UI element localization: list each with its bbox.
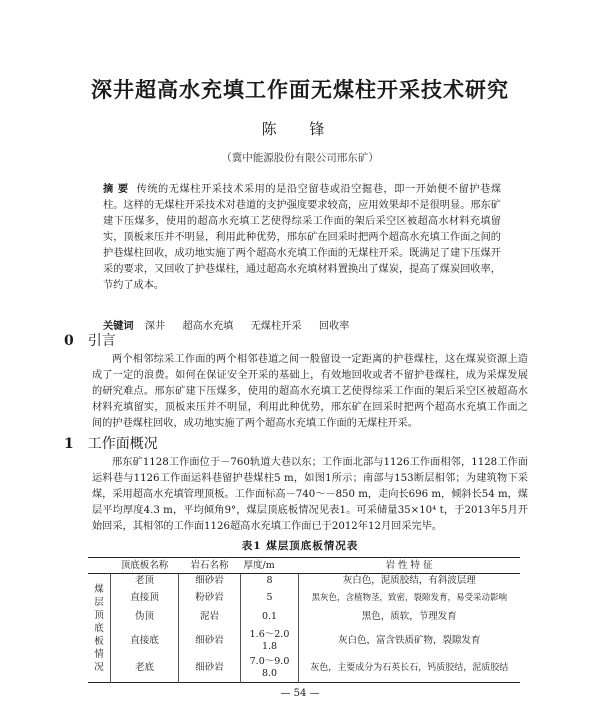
table-cell: 1.6～2.0 1.8: [241, 627, 299, 655]
table-cell: 灰白色，泥质胶结，有斜波层理: [299, 574, 520, 589]
table-cell: 直接顶: [130, 592, 159, 603]
section-heading-intro: [64, 330, 116, 350]
table-cell: 黑色，质软，节理发育: [299, 608, 520, 627]
page-number: — 54 —: [280, 688, 320, 699]
abstract-text: 传统的无煤柱开采技术采用的是沿空留巷或沿空掘巷，即一开始便不留护巷煤柱。这样的无煤柱开采技术对巷道的支护强度要求较高，应用效果却不是很明显。邢东矿建下压煤多，使用的超高水充填工艺使得综采工作面的架后采空区被超高水材料充填留实，顶板来压并不明显，利用此种优势，邢东矿在回采时把两个超高水充填工作面之间的护巷煤柱回收，成功地实施了两个超高水充填工作面的无煤柱开采。既满足了建下压煤开采的要求，又回收了护巷煤柱，通过超高水充填材料置换出了煤炭，提高了煤炭回收率，节约了成本。: [103, 184, 502, 291]
section-number: 0: [64, 333, 74, 349]
strata-table: [88, 557, 520, 683]
table-cell: 老底: [134, 662, 154, 674]
keyword: 回收率: [318, 321, 350, 332]
table-cell: 0.1: [241, 608, 299, 627]
section-title: 工作面概况: [87, 436, 158, 452]
table-cell: 8: [241, 574, 299, 589]
table-cell: 老顶: [134, 575, 154, 587]
table-cell: 细砂岩: [179, 655, 241, 683]
affiliation: （冀中能源股份有限公司邢东矿）: [221, 152, 379, 164]
table-row: [88, 655, 520, 683]
table-cell: 细砂岩: [179, 627, 241, 655]
table-header: 岩石名称: [179, 558, 241, 574]
section-body-intro: 两个相邻综采工作面的两个相邻巷道之间一般留设一定距离的护巷煤柱，这在煤炭资源上造成了一定的浪费。如何在保证安全开采的基础上，有效地回收或者不留护巷煤柱，成为采煤发展的研究难点。邢东矿建下压煤多，使用的超高水充填工艺使得综采工作面的架后采空区被超高水材料充填留实，顶板来压并不明显，利用此种优势，邢东矿在回采时把两个超高水充填工作面之间的护巷煤柱回收，成功地实施了两个超高水充填工作面的无煤柱开采。: [92, 354, 528, 429]
table-cell: 7.0～9.0 8.0: [241, 655, 299, 683]
section-title: 引言: [87, 333, 116, 349]
table-header: 岩 性 特 征: [299, 558, 520, 574]
table-group-label: 煤层顶底板情况: [88, 574, 111, 683]
author-name: 陈 锋: [261, 120, 339, 138]
table-cell: 灰白色，富含铁质矿物，裂隙发育: [299, 627, 520, 655]
table-row: [88, 589, 520, 608]
table-cell: 泥岩: [179, 608, 241, 627]
abstract: [103, 181, 501, 294]
table-cell: 黑灰色，含植物茎，致密，裂隙发育，易受采动影响: [299, 589, 520, 608]
table-header: 顶底板名称: [111, 558, 179, 574]
keyword: 超高水充填: [182, 321, 234, 332]
table-header-row: [88, 558, 520, 574]
paper-title: 深井超高水充填工作面无煤柱开采技术研究: [91, 77, 509, 102]
section-heading-overview: [64, 433, 158, 453]
table-row: [88, 627, 520, 655]
keywords-label: 关键词: [103, 320, 134, 332]
keyword: 无煤柱开采: [250, 321, 302, 332]
table-header: 厚度/m: [241, 558, 299, 574]
table-cell: 灰色，主要成分为石英长石，钙质胶结，泥质胶结: [299, 655, 520, 683]
table-cell: 5: [241, 589, 299, 608]
keyword: 深井: [144, 321, 166, 332]
section-number: 1: [64, 436, 74, 452]
table-row: [88, 574, 520, 589]
table-caption: 表1 煤层顶底板情况表: [241, 540, 359, 552]
table-cell: 伪顶: [134, 611, 154, 622]
keywords-line: [103, 317, 363, 332]
table-cell: 粉砂岩: [179, 589, 241, 608]
table-cell: 细砂岩: [179, 574, 241, 589]
section-body-overview: 邢东矿1128工作面位于－760轨道大巷以东；工作面北部与1126工作面相邻，1128工作面运料巷与1126工作面运料巷留护巷煤柱5 m，如图1所示；南部与153断层相邻；为建筑物下采煤，采用超高水充填管理顶板。工作面标高－740～－850 m，走向长696 m，倾斜长54 m，煤层平均厚度4.3 m，平均倾角9°，煤层顶底板情况见表1。可采储量35×10⁴ t，于2013年5月开始回采，其相邻的工作面1126超高水充填工作面已于2012年12月回采完毕。: [92, 457, 528, 532]
abstract-label: 摘 要: [103, 183, 129, 195]
table-cell: 直接底: [130, 634, 159, 646]
table-row: [88, 608, 520, 627]
